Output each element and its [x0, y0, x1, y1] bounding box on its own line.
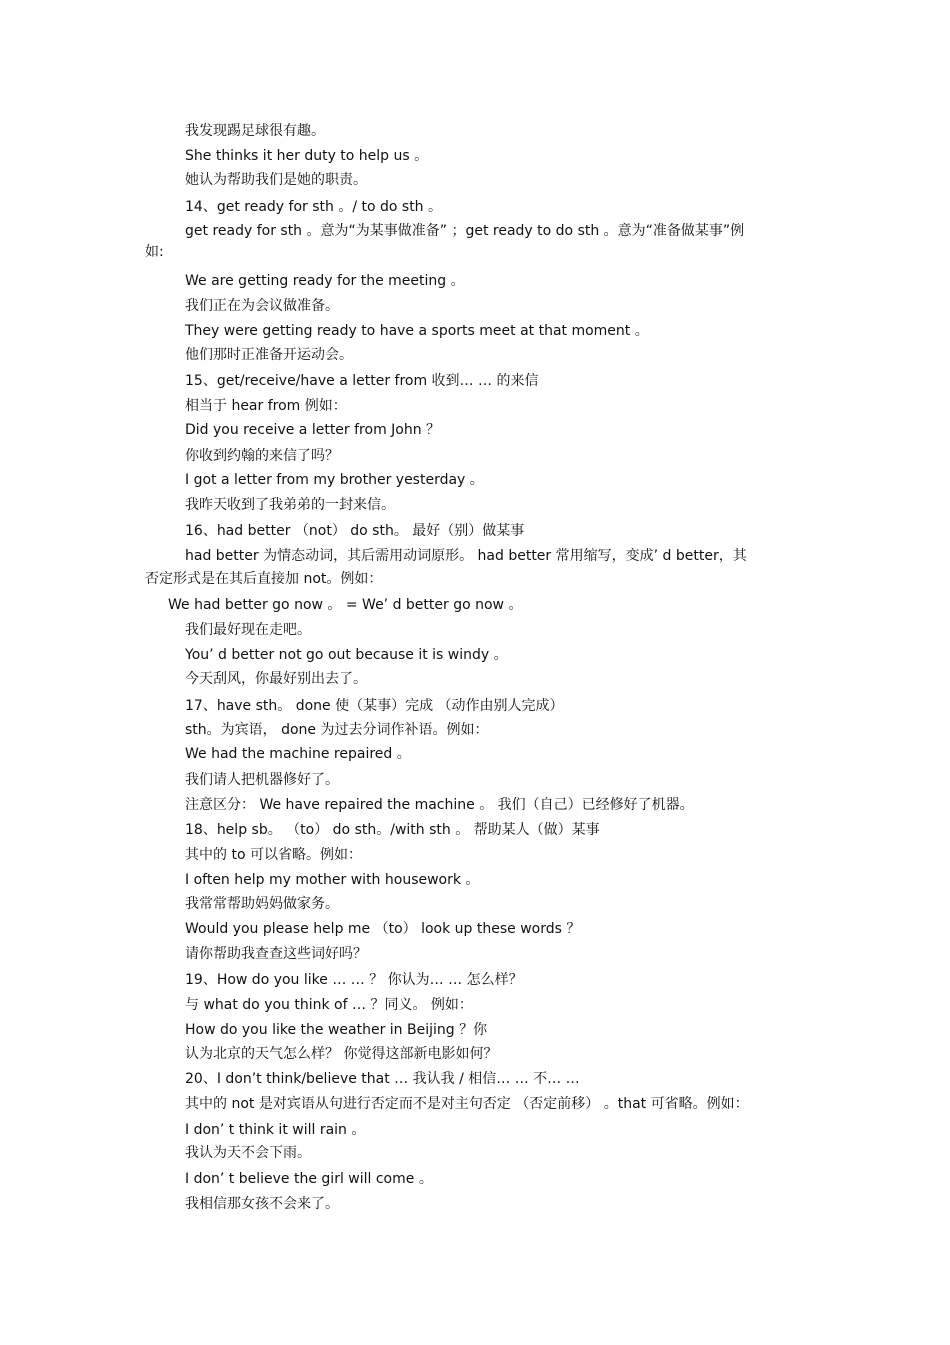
text-line: sth。为宾语， done 为过去分词作补语。例如：: [185, 722, 489, 738]
text-line: 她认为帮助我们是她的职责。: [185, 172, 367, 188]
text-line: had better 为情态动词，其后需用动词原形。 had better 常用缩写，变成’ d better，其: [185, 548, 747, 564]
text-line: 18、help sb。 （to） do sth。/with sth 。 帮助某人（做）某事: [185, 822, 600, 838]
text-line: 认为北京的天气怎么样？ 你觉得这部新电影如何？: [185, 1046, 498, 1062]
text-line: We had the machine repaired 。: [185, 746, 411, 762]
text-line: I don’ t believe the girl will come 。: [185, 1171, 433, 1187]
text-line: 如:: [145, 244, 164, 260]
text-line: 其中的 not 是对宾语从句进行否定而不是对主句否定 （否定前移） 。that 可省略。例如：: [185, 1096, 749, 1112]
text-line: 你收到约翰的来信了吗？: [185, 448, 339, 464]
text-line: 我相信那女孩不会来了。: [185, 1196, 339, 1212]
text-line: 16、had better （not） do sth。 最好（别）做某事: [185, 523, 525, 539]
text-line: 17、have sth。 done 使（某事）完成 （动作由别人完成）: [185, 698, 564, 714]
text-line: 我们请人把机器修好了。: [185, 772, 339, 788]
text-line: 相当于 hear from 例如：: [185, 398, 347, 414]
text-line: 注意区分： We have repaired the machine 。 我们（自己）已经修好了机器。: [185, 797, 694, 813]
text-line: You’ d better not go out because it is windy 。: [185, 647, 508, 663]
text-line: 我认为天不会下雨。: [185, 1145, 311, 1161]
text-line: 我们最好现在走吧。: [185, 622, 311, 638]
text-line: 14、get ready for sth 。/ to do sth 。: [185, 199, 443, 215]
text-line: 请你帮助我查查这些词好吗？: [185, 946, 367, 962]
text-line: She thinks it her duty to help us 。: [185, 148, 429, 164]
text-line: 19、How do you like … … ？ 你认为… … 怎么样？: [185, 972, 523, 988]
text-line: 与 what do you think of … ？同义。 例如：: [185, 997, 473, 1013]
text-line: 其中的 to 可以省略。例如：: [185, 847, 362, 863]
text-line: 我们正在为会议做准备。: [185, 298, 339, 314]
text-line: We had better go now 。 = We’ d better go now 。: [168, 597, 523, 613]
text-line: I got a letter from my brother yesterday 。: [185, 472, 484, 488]
text-line: They were getting ready to have a sports meet at that moment 。: [185, 323, 649, 339]
text-line: 我昨天收到了我弟弟的一封来信。: [185, 497, 395, 513]
text-line: get ready for sth 。意为“为某事做准备” ；get ready to do sth 。意为“准备做某事”例: [185, 223, 745, 239]
text-line: 我发现踢足球很有趣。: [185, 123, 325, 139]
text-line: 今天刮风，你最好别出去了。: [185, 671, 367, 687]
text-line: 否定形式是在其后直接加 not。例如：: [145, 571, 383, 587]
text-line: Did you receive a letter from John ？: [185, 422, 441, 438]
text-line: 我常常帮助妈妈做家务。: [185, 896, 339, 912]
text-line: I don’ t think it will rain 。: [185, 1122, 366, 1138]
text-line: 20、I don’t think/believe that … 我认我 / 相信… … 不… …: [185, 1071, 580, 1087]
text-line: How do you like the weather in Beijing ？你: [185, 1022, 488, 1038]
text-line: I often help my mother with housework 。: [185, 872, 480, 888]
text-line: Would you please help me （to） look up these words ？: [185, 921, 581, 937]
text-line: We are getting ready for the meeting 。: [185, 273, 465, 289]
text-line: 他们那时正准备开运动会。: [185, 347, 353, 363]
text-line: 15、get/receive/have a letter from 收到… … 的来信: [185, 373, 539, 389]
